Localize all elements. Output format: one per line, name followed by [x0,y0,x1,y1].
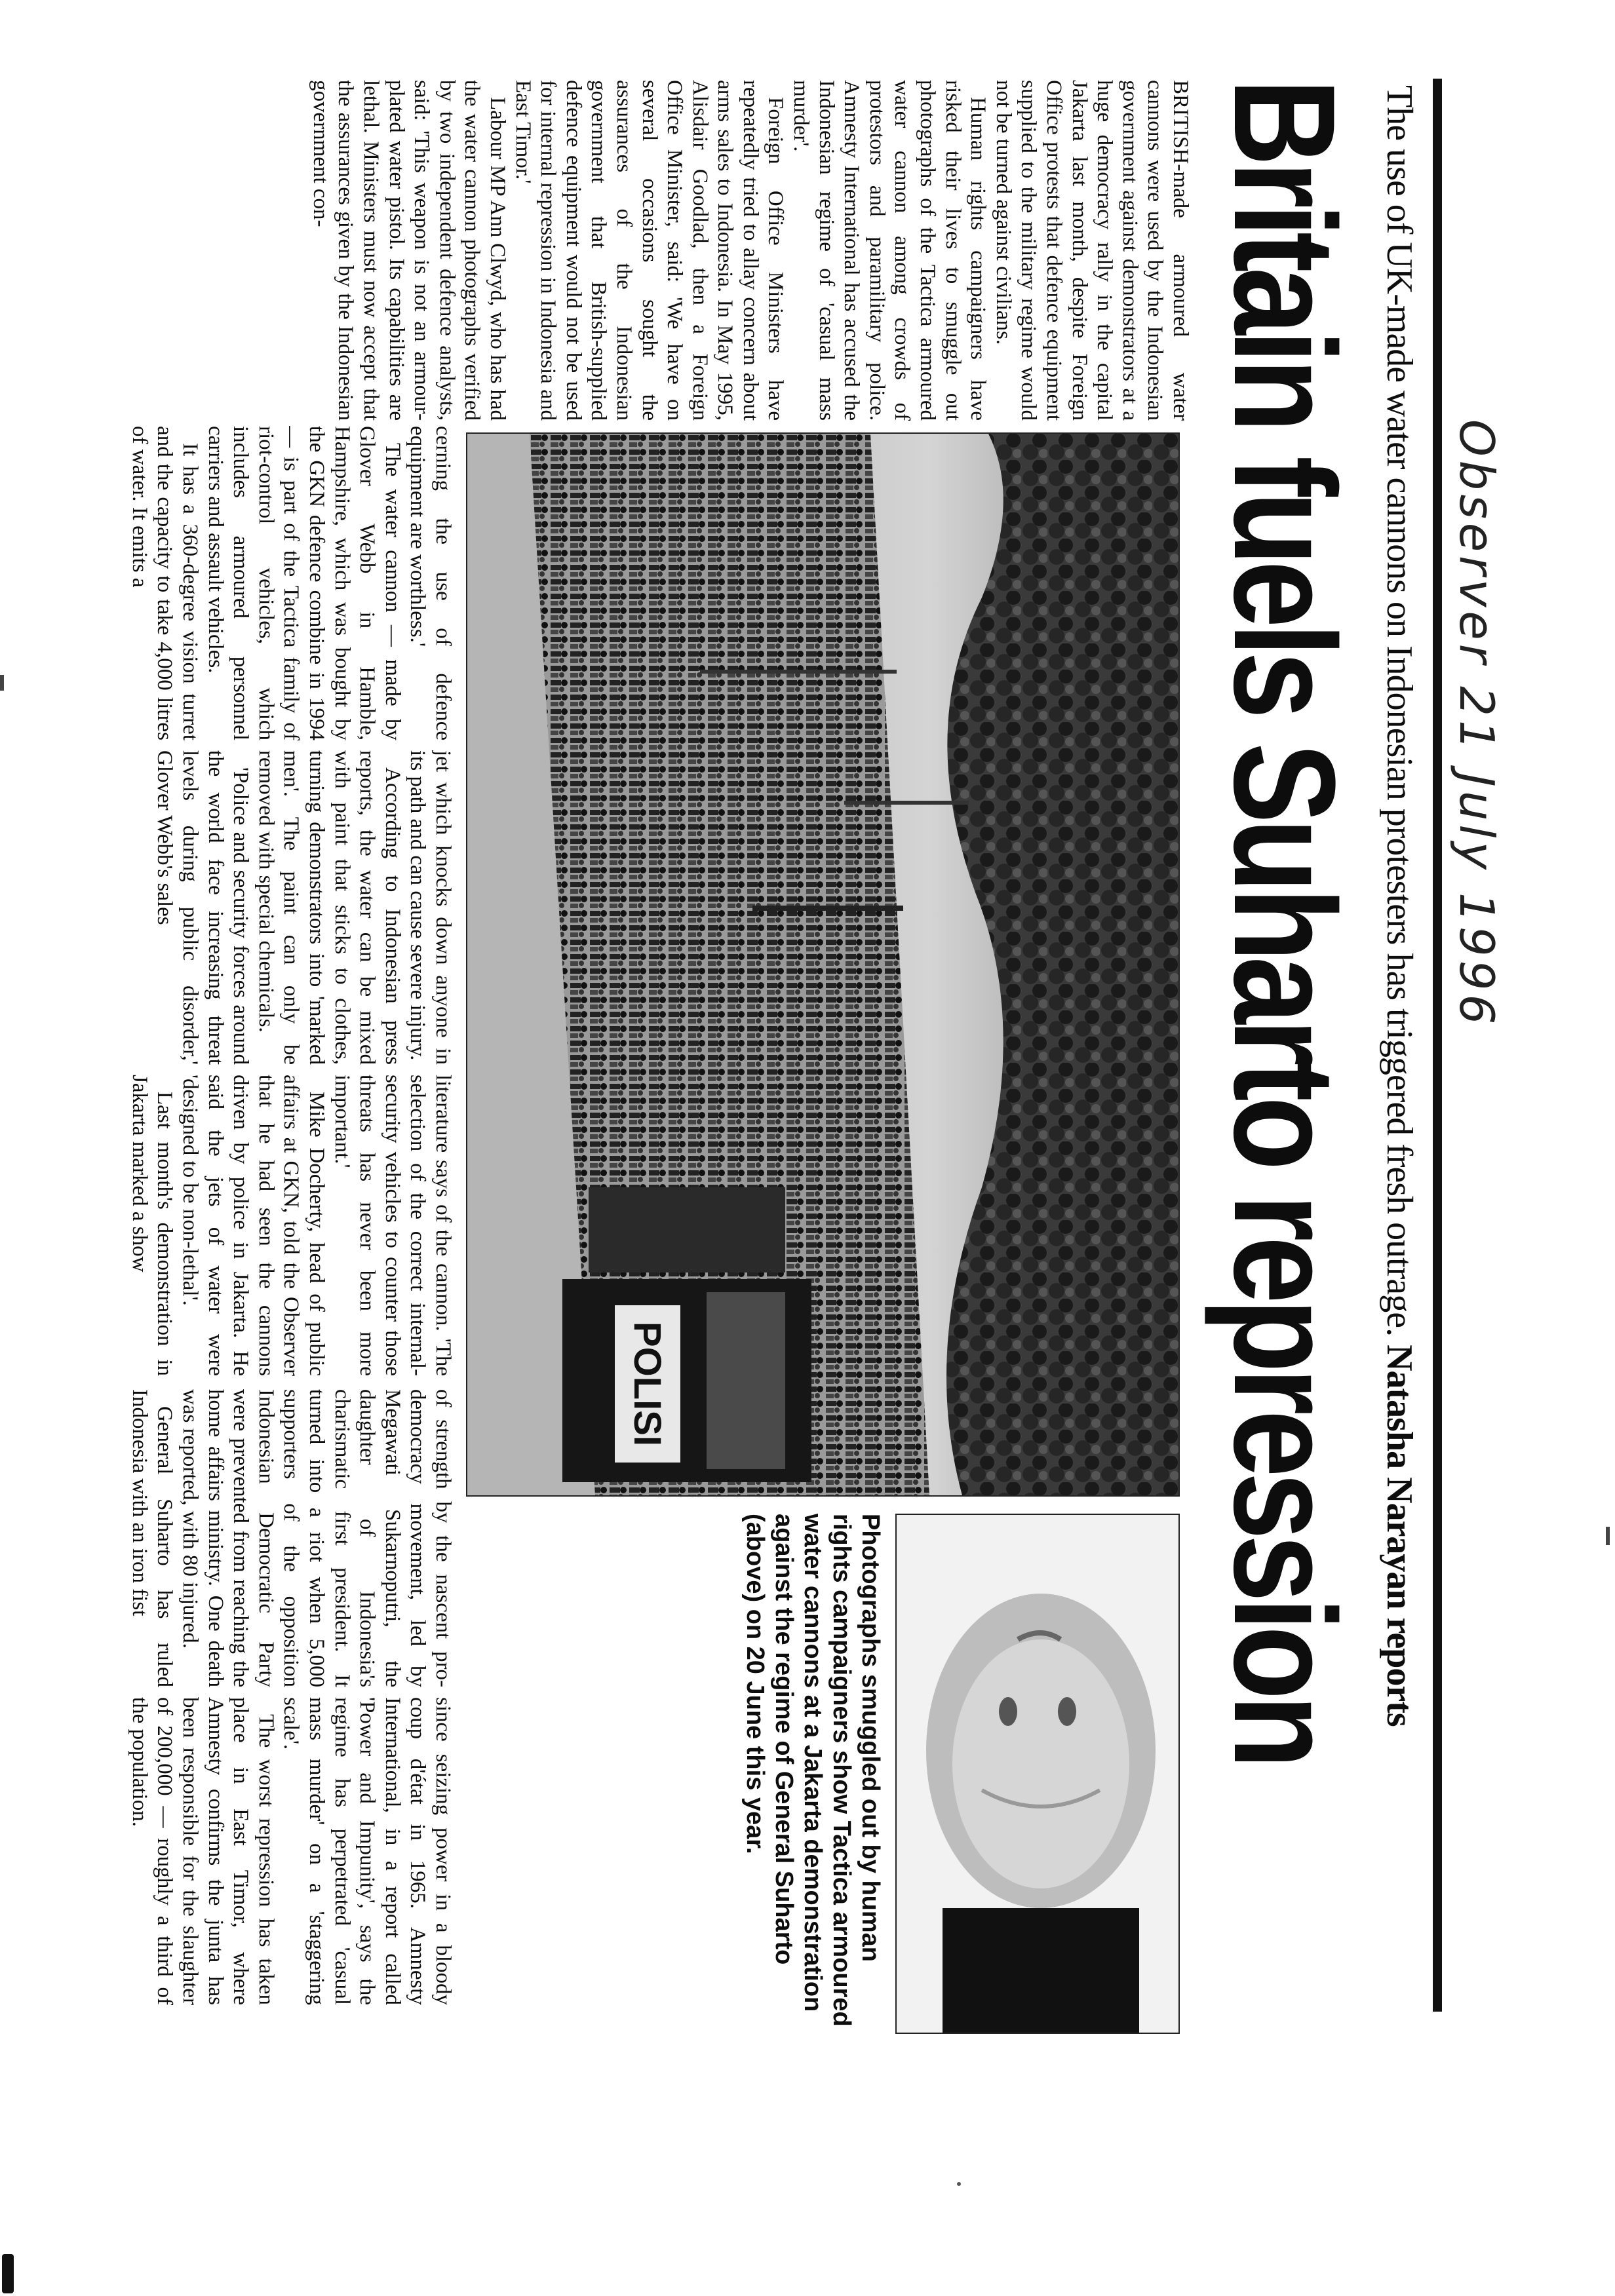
paragraph: The water cannon — made by Glover Webb in Hamble, Hampshire, which was bought by the GKN defence combine in 1994 — is part of the Tactica family of riot-control vehicles, which includes armoured personnel carriers and assault vehicles. [203,426,404,740]
protest-photo-image [467,434,1178,1495]
top-rule [1433,79,1442,2012]
paragraph: It has a 360-degree vision turret and the capacity to take 4,000 litres of water. It emits a [127,426,203,740]
scan-edge-mark [0,675,4,691]
article-column-6 [39,1697,456,2005]
handwritten-source-note: Observer 21 July 1996 [1449,419,1504,1029]
article-column-1 [39,80,1193,421]
paragraph: General Suharto has ruled Indonesia with an iron fist [127,1389,177,1687]
paragraph: jet which knocks down anyone in its path and can cause severe injury. [406,750,455,1065]
photo-caption: Photographs smuggled out by human rights campaigners show Tactica armoured water cannons at a Jakarta demonstration against the regime of General Suharto (above) on 20 June this year. [741,1514,884,2027]
vehicle-lettering: POLISI [626,1321,669,1447]
water-cannon-vehicle [562,1279,811,1482]
strapline-text: The use of UK-made water cannons on Indonesian protesters has triggered fresh outrage. [1379,85,1420,1337]
suharto-portrait [895,1514,1180,2034]
paragraph: Labour MP Ann Clwyd, who has had the water cannon photographs verified by two independent defence analysts, said: 'This weapon is not an armour-plated water pistol. Its capabilities are lethal. Ministers must now accept that the assurances given by the Indonesian government con- [308,80,509,421]
article-column-3 [39,750,456,1065]
paragraph: cerning the use of defence equipment are worthless.' [406,426,455,740]
portrait-image [897,1515,1178,2033]
paragraph: BRITISH-made armoured water cannons were used by the Indonesian government against demonstrators at a huge democracy rally in the capital Jakarta last month, despite Foreign Office protests that defence equipment supplied to the military regime would not be turned against civilians. [991,80,1192,421]
newspaper-clipping [39,79,1504,2044]
headline: Britain fuels Suharto repression [1204,79,1365,1764]
strapline [1376,85,1422,2018]
paragraph: Human rights campaigners have risked their lives to smuggle out photographs of the Tactica armoured water cannon among crowds of protestors and paramilitary police. Amnesty International has accused the Indonesian regime of 'casual mass murder'. [789,80,990,421]
paragraph: Foreign Office Ministers have repeatedly tried to allay concern about arms sales to Indonesia. In May 1995, Alisdair Goodlad, then a Foreign Office Minister, said: 'We have on several occasions sought the assurances of the Indonesian government that British-supplied defence equipment would not be used for internal repression in Indonesia and East Timor.' [511,80,788,421]
article-column-5 [39,1389,456,1687]
paragraph: The worst repression has taken place in East Timor, where Amnesty confirms the junta has been responsible for the slaughter of 200,000 — roughly a third of the population. [127,1697,278,2005]
article-column-2 [39,426,456,740]
paragraph: literature says of the cannon. 'The selection of the correct internal-security vehicles to counter those threats has never been more important.' [330,1075,455,1376]
paragraph: of strength by the nascent pro-democracy movement, led by Megawati Sukarnoputri, the daughter of Indonesia's charismatic first president. It turned into a riot when 5,000 supporters of the opposition Indonesian Democratic Party were prevented from reaching the home affairs ministry. One death was reported, with 80 injured. [178,1389,455,1687]
paragraph: 'Police and security forces around the world face increasing threat levels during public disorder,' Glover Webb's sales [153,750,253,1065]
scan-edge-mark [1606,1527,1610,1545]
paragraph: Mike Docherty, head of public affairs at GKN, told the Observer that he had seen the cannons driven by police in Jakarta. He said the jets of water were 'designed to be non-lethal'. [178,1075,329,1376]
scan-speck [957,2182,961,2186]
protest-photograph [466,432,1180,1497]
paragraph: Last month's demonstration in Jakarta marked a show [127,1075,177,1376]
byline: Natasha Narayan reports [1379,1345,1420,1727]
paragraph: According to Indonesian press reports, the water can be mixed with paint that sticks to clothes, turning demonstrators into 'marked men'. The paint can only be removed with special chemicals. [254,750,404,1065]
article-column-4 [39,1075,456,1376]
paragraph: since seizing power in a bloody coup d'état in 1965. Amnesty International, in a report called 'Power and Impunity', says the regime has perpetrated 'casual mass murder' on a 'staggering scale'. [279,1697,455,2005]
scan-corner-mark [2,2254,14,2293]
